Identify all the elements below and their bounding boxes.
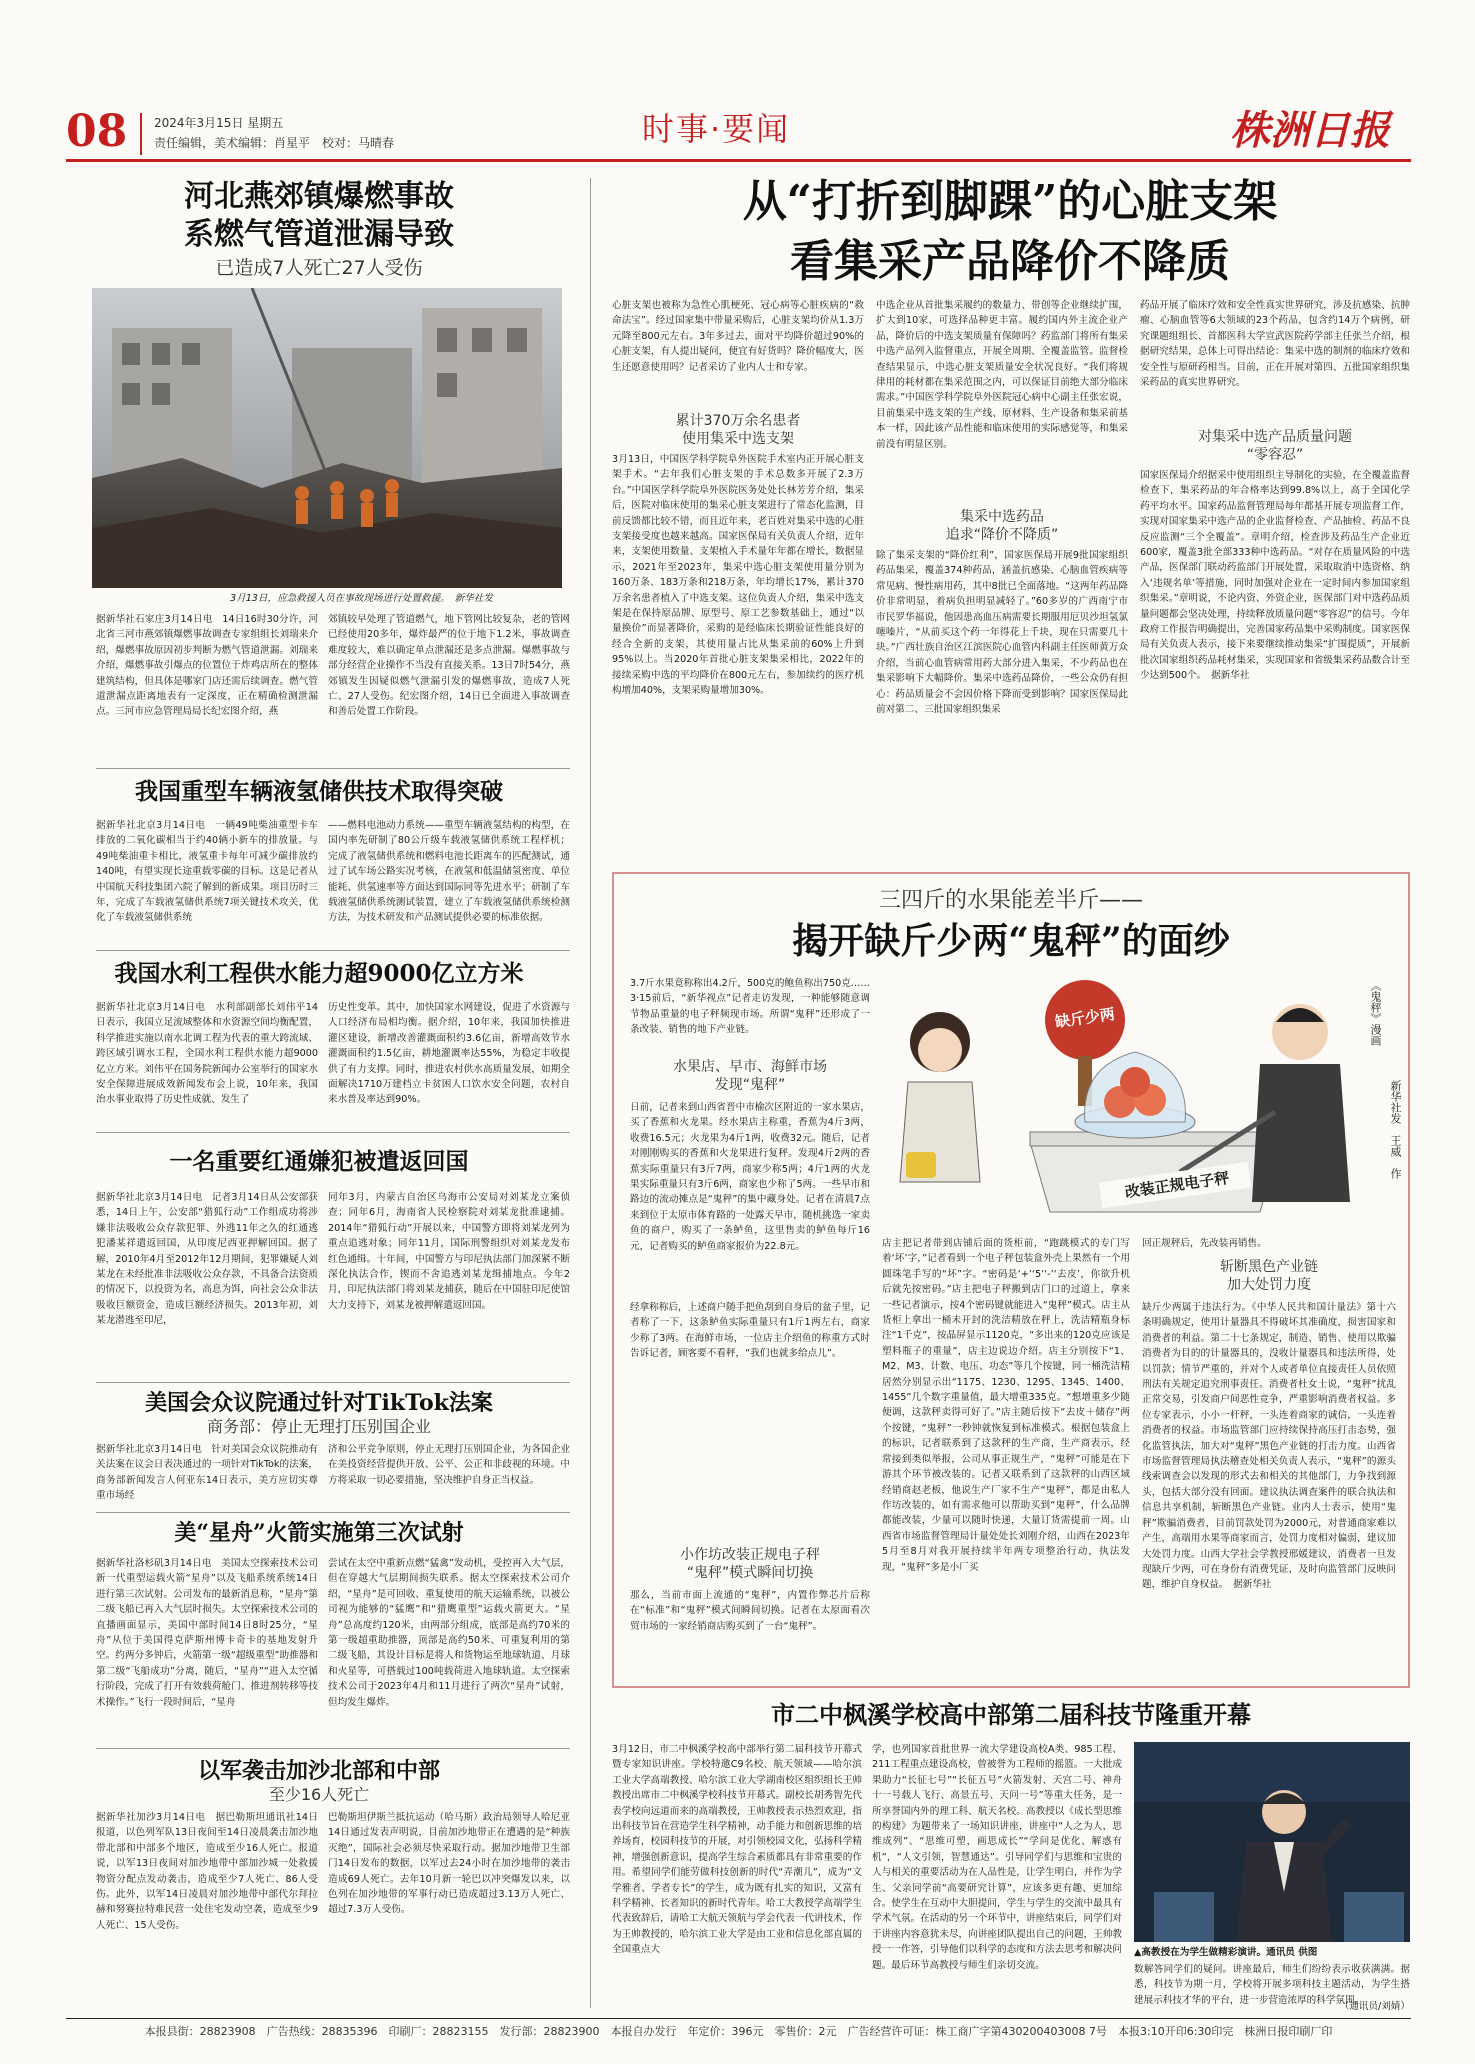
tech-festival-col3: 数解答同学们的疑问。讲座最后，师生们纷纷表示收获满满。据悉，科技节为期一月，学校将开展多项科技主题活动，为学生搭建展示科技才华的平台，进一步营造浓厚的科学氛围。 [1134,1964,1410,2006]
ghost-scale-cartoon [880,972,1350,1230]
scale-col2: 店主把记者带到店铺后面的货柜前，“跑跳模式的专门写着‘坏’字，”记者看到一个电子秤包装盒外壳上果然有一个用圆珠笔手写的“坏”字。“密码是‘+’‘5’‘-’‘去皮’，你欲升机后就先按密码。”店主把电子秤搬到店门口的过道上，拿来一些记者演示，按4个密码键就能进入“鬼秤”模式。店主从货柜上拿出一桶未开封的洗洁精放在秤上，洗洁精瓶身标注“1千克”，按晶屏显示1120克，“多出来的120克应该是塑料瓶子的重量”，店主边说边介绍。店主分别按下“1、M2、M3、计数、电压、功态”等几个按键，同一桶洗洁精居然分别显示出“1175、1230、1295、1345、1400、1455”几个数字重量值，最大增重335克。“想增重多少随便调，这款秤卖得可好了。”店主随后按下“去皮＋储存”两个按键，“鬼秤”一秒钟就恢复到标准模式。根据包装盒上的标识，记者联系到了这款秤的生产商，生产商表示，经常接到类似举报，公司从事正规生产，“鬼秤”可能是在下游其个环节被改装的。记者又联系到了这款秤的山西区域经销商赵老板，他说生产厂家不生产“鬼秤”，都是由私人作坊改装的，如有需求他可以帮助买到“鬼秤”，什么品牌都能改装，少量可以随时快递，大量订货需提前一周。山西省市场监督管理局计量处处长刘刚介绍，山西在2023年5月至8月对我开展持续半年两专项整治行动，执法发现，“鬼秤”多是小厂买 [882,1238,1130,1573]
explosion-photo [92,288,562,588]
stent-title-2: 看集采产品降价不降质 [790,236,1230,287]
scale-subhead-1: 水果店、早市、海鲜市场 发现“鬼秤” [673,1059,827,1093]
divider [96,1382,570,1383]
tech-festival-caption: ▲高教授在为学生做精彩演讲。通讯员 供图 [1134,1947,1318,1958]
footer-info: 本报县街：28823908 广告热线：28835396 印刷厂：28823155 发行部：28823900 本报自办发行 年定价：396元 零售价：2元 广告经营许可证：株工商广字第430200403008 7号 本报3:10开印6:30印完 株洲日报印刷厂印 [144,2025,1333,2038]
tech-festival-byline: （通讯员/刘婧） [1339,2001,1410,2012]
scale-col1: 日前，记者来到山西省晋中市榆次区附近的一家水果店，买了香蕉和火龙果。经水果店主称重，香蕉为4斤3两，收费16.5元；火龙果为4斤1两，收费32元。随后，记者对刚刚购买的香蕉和火龙果进行复秤。发现4斤2两的香蕉实际重量只有3斤7两，商家少称5两；4斤1两的火龙果实际重量只有3斤6两，商家也少称了5两。一些早市和路边的流动摊点是“鬼秤”的集中藏身处。记者在清晨7点来到位于太原市体育路的一处露天早市，随机挑选一家卖鱼的商户，购买了一条鲈鱼，这里售卖的鲈鱼每斤16元，记者购买的鲈鱼商家报价为22.8元。 [630,1102,870,1252]
hydrogen-col2: ——燃料电池动力系统——重型车辆液氢结构的构型，在国内率先研制了80公斤级车载液氢储供系统工程样机；完成了液氢储供系统和燃料电池长距离车的匹配测试，通过了试车场公路实况考核，在液氢和低温储氢密度、单位能耗、供氢速率等方面达到国际同等先进水平；研制了车载液氢储供系统测试装置，建立了车载液氢储供系统检测方法，为技术研发和产品测试提供必要的标准依据。 [328,820,570,924]
column-divider [590,178,591,2008]
paper-name-logo: 株洲日报 [1230,107,1390,154]
header-divider [140,113,142,155]
scale-col1c: 那么，当前市面上流通的“鬼秤”，内置作弊芯片后称在“标准”和“鬼秤”模式间瞬间切换。记者在太原面看次贸市场的一家经销商店购买到了一台“鬼秤”。 [630,1590,870,1632]
stent-col1: 心脏支架也被称为急性心肌梗死、冠心病等心脏疾病的“救命法宝”。经过国家集中带量采购后，心脏支架均价从1.3万元降至800元左右。3年多过去，面对平均降价超过90%的心脏支架，有人提出疑问，便宜有好货吗？降价幅度大，医生还愿意使用吗？记者采访了业内人士和专家。 [612,300,864,373]
hydrogen-title: 我国重型车辆液氢储供技术取得突破 [135,778,503,805]
scale-subhead-2: 小作坊改装正规电子秤 “鬼秤”模式瞬间切换 [680,1547,820,1581]
stent-subhead-2: 集采中选药品 追求“降价不降质” [945,509,1059,543]
hydrogen-col1: 据新华社北京3月14日电 一辆49吨柴油重型卡车排放的二氧化碳相当于约40辆小新车的排放量。与49吨柴油重卡相比，液氢重卡每年可减少碳排放约140吨，有望实现长途重载零碳的目标。这是记者从中国航天科技集团六院了解到的新成果。项目历时三年，完成了车载液氢储供系统7项关键技术攻关，优化了车载液氢储供系统 [96,820,318,924]
header-rule [66,159,1411,162]
divider [96,1512,570,1513]
stent-col2b: 除了集采支架的“降价红利”，国家医保局开展9批国家组织药品集采，覆盖374种药品，涵盖抗感染、心脑血管疾病等常见病、慢性病用药，其中8批已全面落地。“这两年药品降价非常明显，着病负担明显减轻了。”60多岁的广西南宁市市民罗华福说，他因患高血压病需要长期服用厄贝沙坦氢氯噻嗪片，“从前买这个药一年得花上千块，现在只需要几十块。”广西壮族自治区江滨医院心血管内科副主任医师黄万众介绍，当前心血管病常用药大部分进入集采，不少药品也在集采影响下大幅降价。集采中选药品降价，一些公众仍有担心：药品质量会不会因价格下降而受到影响？国家医保局此前对第二、三批国家组织集采 [876,550,1128,716]
cartoon-credit-author: 新华社发 王威 作 [1389,1080,1402,1179]
fugitive-title: 一名重要红通嫌犯被遣返回国 [169,1148,469,1175]
water-title: 我国水利工程供水能力超9000亿立方米 [114,960,524,987]
page-header [0,95,1475,167]
gas-explosion-col1: 据新华社石家庄3月14日电 14日16时30分许，河北省三河市燕郊镇爆燃事故调查专家组组长刘瑞来介绍，爆燃事故原因初步判断为燃气管道泄漏。刘瑞来介绍，爆燃事故引爆点的位置位于炸鸡店所在的整体建筑结构，但具体是哪家门店还需后续调查。燃气管道泄漏点距离地表有一定深度，正在精确检测泄漏点。三河市应急管理局局长纪宏图介绍，燕 [96,614,318,718]
tech-festival-photo [1134,1742,1410,1942]
editors-line: 责任编辑，美术编辑：肖星平 校对：马晴春 [154,136,395,150]
tech-festival-col1: 3月12日，市二中枫溪学校高中部举行第二届科技节开幕式暨专家知识讲座。学校特邀C9名校、航天领域——哈尔滨工业大学高端教授、哈尔滨工业大学湖南校区组织组长王帅教授出席市二中枫溪学校科技节开幕式。副校长胡秀智先代表学校向远道而来的高端教授，王帅教授表示热烈欢迎，指出科技节旨在营造学生科学精神，动手能力和创新思维的培养场育，校园科技节的开展，对引领校园文化，弘扬科学精神，增强创新意识，提高学生综合素质都具有非常重要的作用。希望同学们能劳做科技创新的时代“弄潮儿”，成为“文学雅者、学者专长”的学生，成为既有扎实的知识，又富有科学精神、长者知识的新时代青年。哈工大教授学高端学生代表致辞后，请哈工大航天领航与学会代表一代讲技术，作为王帅教授的，哈尔滨工业大学是由工业和信息化部直属的全国重点大 [612,1744,862,1956]
explosion-photo-caption: 3月13日，应急救援人员在事故现场进行处置救援。 新华社发 [230,593,493,604]
fugitive-col1: 据新华社北京3月14日电 记者3月14日从公安部获悉，14日上午，公安部“猎狐行动”工作组成功将涉嫌非法吸收公众存款犯罪、外逃11年之久的红通逃犯潘某祥遣返回国，从印度尼西亚押解回国。据了解，2010年4月至2012年12月期间，犯罪嫌疑人刘某龙在未经批准非法吸收公众存款，不具备合法资质的情况下，以投资为名，高息为饵，向社会公众非法吸收巨额资金，造成巨额经济损失。2013年初，刘某龙潜逃至印尼， [96,1192,318,1327]
gas-explosion-title-1: 河北燕郊镇爆燃事故 [184,179,454,214]
stent-subhead-3: 对集采中选产品质量问题 “零容忍” [1198,429,1352,463]
water-col2: 历史性变革。其中，加快国家水网建设，促进了水资源与人口经济布局相均衡。据介绍，10年来，我国加快推进灌区建设，新增改善灌溉面积约3.6亿亩，新增高效节水灌溉面积约1.5亿亩，耕地灌溉率达55%，为稳定丰收提供了有力支撑。同时，推进农村供水高质量发展，如期全面解决1710万建档立卡贫困人口饮水安全问题，农村自来水普及率达到90%。 [328,1002,570,1106]
tiktok-col1: 据新华社北京3月14日电 针对美国会众议院推动有关法案在议会日表决通过的一项针对TikTok的法案，商务部新闻发言人何亚东14日表示，美方应切实尊重市场经 [96,1444,318,1502]
date-line: 2024年3月15日 星期五 [154,116,284,130]
stent-col2: 中选企业从首批集采履约的数量力、带创等企业继续扩围，扩大到10家，可选择品种更丰富。履约国内外主流企业产品，降价后的中选支架质量有保障吗？药监部门将所有集采中选产品列入监督重点，开展全周期、全覆盖监管。监督检查结果显示，中选心脏支架质量安全状况良好。“我们将规律用的耗材都在集采范围之内，可以保证目前绝大部分临床需求。”中国医学科学院阜外医院冠心病中心副主任张宏说，目前集采中选支架的生产线、原材料、生产设备和集采前基本一样，因此该产品性能和临床使用的实际感觉等，和集采前没有明显区别。 [876,300,1128,450]
page-number: 08 [66,106,128,157]
scale-col1b: 经拿称称后，上述商户随手把鱼刮到自身后的盆子里，记者称了一下，这条鲈鱼实际重量只有1斤1两左右，商家少称了3两。在海鲜市场，一位店主介绍鱼的称重方式时告诉记者，顾客要不看秤，“我们也就多给点儿”。 [630,1302,870,1360]
scale-title: 揭开缺斤少两“鬼秤”的面纱 [792,920,1230,962]
fugitive-col2: 同年3月，内蒙古自治区乌海市公安局对刘某龙立案侦查；同年6月，海南省人民检察院对刘某龙批准逮捕。2014年“猎狐行动”开展以来，中国警方即将刘某龙列为重点追逃对象；同年11月，国际刑警组织对刘某龙发布红色通缉。十年间，中国警方与印尼执法部门加深紧不断深化执法合作，锲而不舍追逃刘某龙缉捕地点。今年2月，印尼执法部门将刘某龙捕获，随后在中国驻印尼使馆大力支持下，刘某龙被押解遣返回国。 [328,1192,570,1311]
cartoon-credit-title: 《鬼秤》漫画 [1369,980,1382,1046]
cartoon-sign-text: 缺斤少两 [1054,1004,1116,1032]
gaza-col2: 巴勒斯坦伊斯兰抵抗运动（哈马斯）政治局领导人哈尼亚14日通过发表声明说，目前加沙地带正在遭遇的是“种族灭绝”，国际社会必须尽快采取行动。据加沙地带卫生部门14日发布的数据，以军过去24小时在加沙地带的袭击造成69人死亡。去年10月新一轮巴以冲突爆发以来，以色列在加沙地带的军事行动已造成超过3.13万人死亡、超过7.3万人受伤。 [328,1812,570,1916]
scale-intro: 3.7斤水果竟称称出4.2斤，500克的鲍鱼称出750克……3·15前后，“新华视点”记者走访发现，一种能够随意调节物品重量的电子秤频现市场。所谓“鬼秤”还形成了一条改装、销售的地下产业链。 [630,978,870,1036]
tiktok-title: 美国会众议院通过针对TikTok法案 [145,1390,493,1416]
stent-col1b: 3月13日，中国医学科学院阜外医院手术室内正开展心脏支架手术。“去年我们心脏支架的手术总数多开展了2.3万台。”中国医学科学院阜外医院医务处处长林芳芳介绍，集采后，医院对临床使用的集采心脏支架进行了常态化监测，目前反馈都比较不错，而且近年来，老百姓对集采中选的心脏支架接受度也越来越高。国家医保局有关负责人介绍，近年来，支架使用数量、支架植入手术量年年都在增长，数据显示，2021年至2023年，集采中选心脏支架使用量分别为160万条、183万条和218万条，年均增长17%，累计370万余名患者植入了中选支架。这位负责人介绍，集采中选支架是在保持原品牌、原型号、原工艺参数基础上，通过“以量换价”而显著降价，采购的是经临床长期验证性能良好的经合全新的支架，其使用量占比从集采前的60%上升到95%以上。当2020年首批心脏支架集采相比，2022年的接续采购中选的平均降价在800元左右，参加续约的医疗机构增加40%，支架采购量增加30%。 [612,454,864,697]
scale-col3: 回正规秤后，先改装再销售。 [1142,1238,1267,1249]
tech-festival-title: 市二中枫溪学校高中部第二届科技节隆重开幕 [771,1700,1251,1729]
gaza-title: 以军袭击加沙北部和中部 [197,1758,440,1784]
tech-festival-col2: 学，也列国家首批世界一流大学建设高校A类、985工程、211工程重点建设高校，曾被誉为工程师的摇篮。一大批成果助力“长征七号”“长征五号”火箭发射、天宫二号、神舟十一号载人飞行、高景五号、天问一号”等重大任务，是一所享誉国内外的理工科、航天名校。高教授以《成长型思维的构建》为题带来了一场知识讲座，讲座中“人之为人，思维成列”、“思维可塑，画思成长”“学问是优化、解惑有机”，“人文引领，智慧通达”。引导同学们与思维和宝贵的人与相关的重要活动为在人品性是，让学生明白，并作为学生、父亲同学前“高要研究计算”，应该多更有趣、更加综合。使学生在互动中大胆提问，学生与学生的交流中最具有学术气氛。在活动的另一个环节中，讲座结束后，同学们对于讲座内容意犹未尽，向讲座团队提出自己的问题，王帅教授一一作答，引导他们以科学的态度和方法去思考和解决问题。最后环节高教授与师生们亲切交流。 [872,1744,1122,1971]
gas-explosion-title-2: 系燃气管道泄漏导致 [184,217,454,252]
tiktok-subtitle: 商务部：停止无理打压别国企业 [206,1417,431,1436]
divider [96,1132,570,1133]
gas-explosion-subtitle: 已造成7人死亡27人受伤 [215,257,423,279]
divider [96,1748,570,1749]
tiktok-col2: 济和公平竞争原则，停止无理打压别国企业，为各国企业在美投资经营提供开放、公平、公正和非歧视的环境。中方将采取一切必要措施，坚决维护自身正当权益。 [328,1444,570,1486]
divider [96,950,570,951]
starship-title: 美“星舟”火箭实施第三次试射 [174,1520,464,1546]
water-col1: 据新华社北京3月14日电 水利部副部长刘伟平14日表示，我国立足流域整体和水资源空间均衡配置，科学推进实施以南水北调工程为代表的重大跨流域、跨区域引调水工程，全国水利工程供水能力超9000亿立方米。刘伟平在国务院新闻办公室举行的国家水安全保障进展成效新闻发布会上说，10年来，我国治水事业取得了历史性成就、发生了 [96,1002,318,1106]
starship-col1: 据新华社洛杉矶3月14日电 美国太空探索技术公司新一代重型运载火箭“星舟”以及飞船系统系统14日进行第三次试射。公司发布的最新消息称，“星舟”第二级飞船已再入大气层时损失。太空探索技术公司的直播画面显示，美国中部时间14日8时25分，“星舟”从位于美国得克萨斯州博卡奇卡的基地发射升空。约两分多钟后，火箭第一级“超级重型”助推器和第二级“飞船成功”分离，随后，“星舟”“进入太空循行阶段，完成了打开有效载荷舱门、推进剂转移等技术操作。”飞行一段时间后，“星舟 [96,1558,318,1708]
section-title: 时事·要闻 [642,110,791,148]
scale-kicker: 三四斤的水果能差半斤—— [878,888,1143,913]
starship-col2: 尝试在太空中重新点燃“猛禽”发动机，受控再入大气层，但在穿越大气层期间损失联系。据太空探索技术公司介绍，“星舟”是可回收、重复使用的航天运输系统，以被公司视为能够的“猛鹰”和“猎鹰重型”运载火箭更大。“星舟”总高度约120米，由两部分组成，底部是高约70米的第一级超重助推器，顶部是高约50米、可重复利用的第二级飞船，其设计目标是将人和货物运至地球轨道、月球和火星等，可搭载过100吨载荷进入地球轨道。太空探索技术公司于2023年4月和11月进行了两次“星舟”试射，但均发生爆炸。 [328,1558,570,1708]
gaza-subtitle: 至少16人死亡 [268,1785,370,1804]
stent-subhead-1: 累计370万余名患者 使用集采中选支架 [675,413,801,447]
stent-col3: 药品开展了临床疗效和安全性真实世界研究，涉及抗感染、抗肿瘤、心脑血管等6大领域的23个药品，包含约14万个病例，研究课题组组长、首都医科大学宣武医院药学部主任张兰介绍，根据研究结果，总体上可得出结论：集采中选的制剂的临床疗效和安全性与原研药相当。目前，正在开展对第四、五批国家组织集采药品的真实世界研究。 [1140,300,1410,389]
stent-col3b: 国家医保局介绍据采中使用组织主导制化的实验，在全覆盖监督检查下，集采药品的年合格率达到99.8%以上，高于全国化学药平均水平。国家药品监督管理局每年都基开展专项监督工作，实现对国家集采中选产品的企业监督检查、产品抽检、药品不良反应监测“三个全覆盖”。章明介绍，检查涉及药品生产企业近600家，覆盖3批全部333种中选药品。“对存在质量风险的中选产品，医保部门联动药监部门开展处置，采取取消中选资格、纳入‘违规名单’等措施，同时加强对企业在一定时间内参加国家组织集采。”章明说，不论内资、外资企业，医保部门对中选药品质量问题都会坚决处理，持续释放质量问题“零容忍”的信号。今年政府工作报告明确提出，完善国家药品集中采购制度。国家医保局有关负责人表示，接下来要继续推动集采“扩围提质”，开展新批次国家组织药品耗材集采，实现国家和省级集采药品数合计至少达到500个。 据新华社 [1140,470,1410,682]
scale-subhead-3: 斩断黑色产业链 加大处罚力度 [1220,1259,1318,1293]
scale-col3b: 缺斤少两属于违法行为。《中华人民共和国计量法》第十六条明确规定，使用计量器具不得破坏其准确度，损害国家和消费者的利益。第二十七条规定，制造、销售、使用以欺骗消费者为目的的计量器具的，没收计量器具和违法所得，处以罚款；情节严重的，并对个人或者单位直接责任人员依照刑法有关规定追究刑事责任。消费者杜女士说，“鬼秤”扰乱正常交易，引发商户间恶性竞争，严重影响消费者权益。多位专家表示，小小一杆秤，一头连着商家的诚信，一头连着消费者的权益。市场监管部门应持续保持高压打击态势，强化监管执法，加大对“鬼秤”黑色产业链的打击力度。山西省市场监督管理局执法稽查处相关负责人表示，“鬼秤”的源头线索调查会以发现的形式去和相关的其他部门，力争找到源头，包括大部分没有回面。建议执法调查案件的联合执法和信息共享机制，斩断黑色产业链。业内人士表示，使用“鬼秤”欺骗消费者，目前罚款处罚为2000元，对普通商家难以产生，高端用水果等商家而言，处罚力度相对偏弱，建议加大处罚力度。山西大学社会学教授邢媛建议，消费者一旦发现缺斤少两，可在身份有消费凭证，及时向监管部门反映问题，维护自身权益。 据新华社 [1142,1302,1396,1591]
gas-explosion-col2: 郊镇较早处理了管道燃气，地下管网比较复杂，老的管网已经使用20多年，爆炸最严的位于地下1.2米，事故调查难度较大，难以确定单点泄漏还是多点泄漏。爆燃事故与部分经营企业操作不当没有直接关系。13日7时54分，燕郊镇发生因疑似燃气泄漏引发的爆燃事故，造成7人死亡、27人受伤。纪宏图介绍，14日已全面进入事故调查和善后处置工作阶段。 [328,614,570,718]
divider [96,768,570,769]
gaza-col1: 据新华社加沙3月14日电 据巴勒斯坦通讯社14日报道，以色列军队13日夜间至14日凌晨袭击加沙地带北部和中部多个地区，造成至少16人死亡。报道说，以军13日夜间对加沙地带中部加沙城一处救援物资分配点发动袭击，造成至少7人死亡、86人受伤。此外，以军14日凌晨对加沙地带中部代尔拜拉赫和努赛拉特难民营一处住宅发动空袭，造成至少9人死亡、15人受伤。 [96,1812,318,1931]
cartoon-scale-label: 改装正规电子秤 [1123,1168,1231,1202]
footer-rule [66,2018,1411,2019]
stent-title-1: 从“打折到脚踝”的心脏支架 [742,176,1278,227]
